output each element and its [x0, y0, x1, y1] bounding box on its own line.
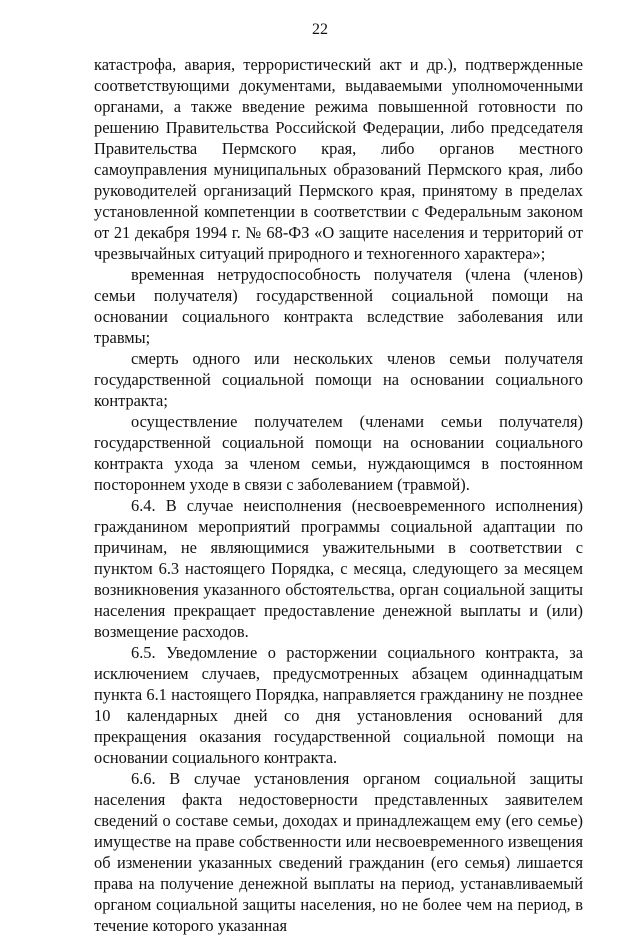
- paragraph-death-of-family-member: смерть одного или нескольких членов семьи получателя государственной социальной помощи на основании социального контракта;: [94, 349, 583, 410]
- paragraph-family-care: осуществление получателем (членами семьи получателя) государственной социальной помощи на основании социального контракта ухода за членом семьи, нуждающимся в постоянном постороннем уходе в связи с заболеванием (травмой).: [94, 412, 583, 494]
- paragraph-6-4: 6.4. В случае неисполнения (несвоевременного исполнения) гражданином мероприятий программы социальной адаптации по причинам, не являющимися уважительными в соответствии с пунктом 6.3 настоящего Порядка, с месяца, следующего за месяцем возникновения указанного обстоятельства, орган социальной защиты населения прекращает предоставление денежной выплаты и (или) возмещение расходов.: [94, 496, 583, 641]
- paragraph-continued: катастрофа, авария, террористический акт и др.), подтвержденные соответствующими документами, выдаваемыми уполномоченными органами, а также введение режима повышенной готовности по решению Правительства Российской Федерации, либо председателя Правительства Пермского края, либо органов местного самоуправления муниципальных образований Пермского края, либо руководителей организаций Пермского края, принятому в пределах установленной компетенции в соответствии с Федеральным законом от 21 декабря 1994 г. № 68-ФЗ «О защите населения и территорий от чрезвычайных ситуаций природного и техногенного характера»;: [94, 55, 583, 263]
- paragraph-6-6: 6.6. В случае установления органом социальной защиты населения факта недостоверности представленных заявителем сведений о составе семьи, доходах и принадлежащем ему (его семье) имуществе на праве собственности или несвоевременного извещения об изменении указанных сведений гражданин (его семья) лишается права на получение денежной выплаты на период, устанавливаемый органом социальной защиты населения, но не более чем на период, в течение которого указанная: [94, 769, 583, 935]
- paragraph-6-5: 6.5. Уведомление о расторжении социального контракта, за исключением случаев, предусмотренных абзацем одиннадцатым пункта 6.1 настоящего Порядка, направляется гражданину не позднее 10 календарных дней со дня установления оснований для прекращения оказания государственной социальной помощи на основании социального контракта.: [94, 643, 583, 767]
- page-number: 22: [312, 21, 328, 38]
- paragraph-temporary-disability: временная нетрудоспособность получателя (члена (членов) семьи получателя) государственной социальной помощи на основании социального контракта вследствие заболевания или травмы;: [94, 265, 583, 347]
- document-body: [94, 54, 583, 936]
